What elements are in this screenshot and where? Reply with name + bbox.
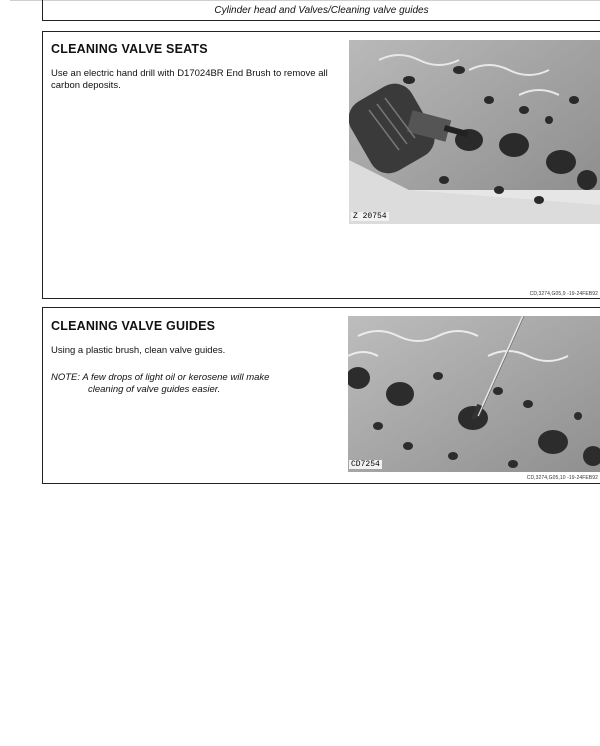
note-text-line2: cleaning of valve guides easier. — [88, 384, 221, 395]
note-text-line1: A few drops of light oil or kerosene will make — [82, 372, 270, 383]
section-body: Using a plastic brush, clean valve guides. — [51, 345, 226, 356]
cylinder-head-brush-image — [348, 316, 600, 472]
reference-code: CD,3274,G05,9 -19-24FEB92 — [529, 291, 598, 297]
reference-code: CD,3274,G05,10 -19-24FEB92 — [526, 475, 598, 481]
section-body: Use an electric hand drill with D17024BR End Brush to remove all carbon deposits. — [51, 68, 328, 91]
section-title: CLEANING VALVE GUIDES — [51, 319, 216, 333]
valve-guide-photo — [348, 316, 600, 472]
photo-code: CD7254 — [351, 460, 380, 469]
header-title: Cylinder head and Valves/Cleaning valve guides — [214, 5, 429, 16]
note-label: NOTE: — [51, 372, 81, 383]
photo-code: Z 20754 — [353, 212, 387, 221]
section-title: CLEANING VALVE SEATS — [51, 42, 208, 56]
valve-seat-photo — [349, 40, 600, 224]
section-cleaning-valve-seats — [42, 31, 600, 299]
section-cleaning-valve-guides — [42, 307, 600, 484]
note — [51, 372, 321, 396]
running-header — [42, 0, 600, 21]
cylinder-head-drill-image — [349, 40, 600, 224]
